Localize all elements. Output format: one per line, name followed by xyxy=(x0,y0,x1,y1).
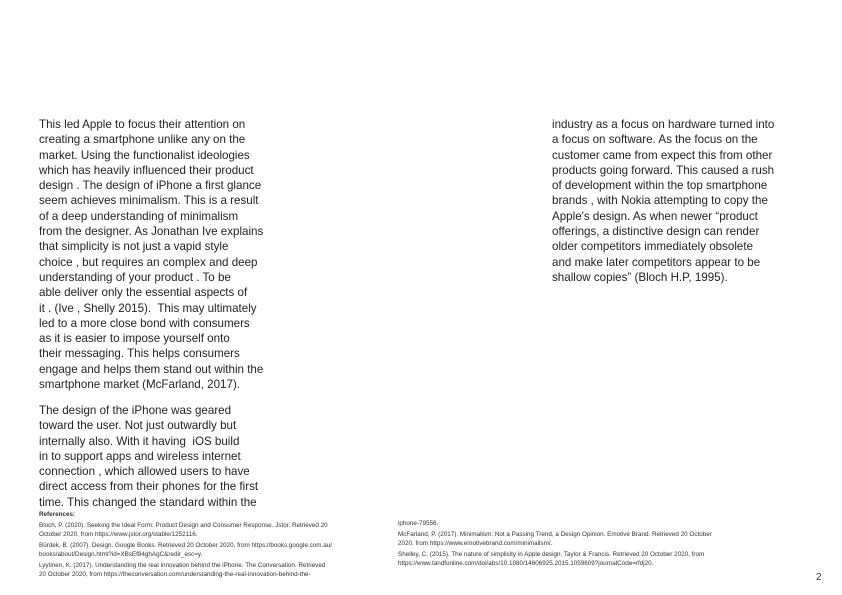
text-line: choice , but requires an complex and deep xyxy=(39,255,258,269)
text-line: connection , which allowed users to have xyxy=(39,465,250,479)
text-line: creating a smartphone unlike any on the xyxy=(39,133,246,147)
text-line: industry as a focus on hardware turned into xyxy=(552,118,775,131)
reference-line: McFarland, P. (2017). Minimalism: Not a Passing Trend, a Design Opinion. Emotive Brand. Retrieved 20 October xyxy=(398,531,712,539)
text-line: time. This changed the standard within the xyxy=(39,495,257,509)
text-line: which has heavily influenced their product xyxy=(39,163,254,177)
text-line: shallow copies” (Bloch H.P, 1995). xyxy=(552,270,728,284)
text-line: of development within the top smartphone xyxy=(552,179,768,193)
reference-line: October 2020, from https://www.jstor.org/stable/1252116. xyxy=(39,530,198,538)
text-line: The design of the iPhone was geared xyxy=(39,404,232,417)
reference-line: Lyytinen, K. (2017). Understanding the real innovation behind the iPhone. The Conversation. Retrieved xyxy=(39,562,326,570)
text-line: internally also. With it having iOS build xyxy=(39,434,240,448)
reference-line: 2020, from https://www.emotivebrand.com/minimalism/. xyxy=(398,539,553,547)
text-line: brands , with Nokia attempting to copy the xyxy=(552,194,768,208)
text-line: Apple's design. As when newer “product xyxy=(552,209,758,223)
text-line: as it is easier to impose yourself onto xyxy=(39,332,230,346)
reference-line: books/about/Design.html?id=XBsEf84ghAgC&redir_esc=y. xyxy=(39,550,203,558)
references-right xyxy=(398,520,712,571)
text-line: that simplicity is not just a vapid style xyxy=(39,240,229,254)
text-line: and make later competitors appear to be xyxy=(552,255,761,269)
reference-line: Bloch, P. (2020). Seeking the Ideal Form: Product Design and Consumer Response. Jstor. Retrieved 20 xyxy=(39,522,328,530)
body-text-column-left-top xyxy=(39,117,263,392)
reference-entry xyxy=(39,542,332,559)
text-line: engage and helps them stand out within the xyxy=(39,362,264,376)
text-line: products going forward. This caused a rush xyxy=(552,163,775,177)
reference-entry xyxy=(39,562,332,579)
text-line: able deliver only the essential aspects of xyxy=(39,286,248,300)
page-number: 2 xyxy=(816,572,822,583)
reference-line: Bürdek, B. (2007). Design. Google Books. Retrieved 20 October 2020, from https://books.google.com.au/ xyxy=(39,542,332,550)
body-text-column-right xyxy=(552,117,774,285)
reference-entry xyxy=(398,551,712,568)
text-line: of a deep understanding of minimalism xyxy=(39,209,239,223)
reference-line: iphone-79556. xyxy=(398,520,439,527)
text-line: seem achieves minimalism. This is a result xyxy=(39,194,259,208)
body-text-column-left-bottom xyxy=(39,403,258,510)
text-line: smartphone market (McFarland, 2017). xyxy=(39,378,241,392)
text-line: led to a more close bond with consumers xyxy=(39,316,250,330)
text-line: their messaging. This helps consumers xyxy=(39,347,240,361)
references-left xyxy=(39,511,332,582)
text-line: it . (Ive , Shelly 2015). This may ultimately xyxy=(39,301,257,315)
text-line: customer came from expect this from other xyxy=(552,148,773,162)
text-line: a focus on software. As the focus on the xyxy=(552,133,758,147)
text-line: from the designer. As Jonathan Ive explains xyxy=(39,225,264,239)
text-line: market. Using the functionalist ideologies xyxy=(39,148,250,162)
text-line: offerings, a distinctive design can render xyxy=(552,225,760,239)
reference-line: Shelley, C. (2015). The nature of simplicity in Apple design. Taylor & Francis. Retrieved 20 October 2020, from xyxy=(398,551,705,559)
text-line: in to support apps and wireless internet xyxy=(39,449,241,463)
reference-line: 20 October 2020, from https://theconversation.com/understanding-the-real-innovation-behind-the- xyxy=(39,570,311,578)
reference-entry xyxy=(39,522,332,539)
references-heading: References: xyxy=(39,511,76,518)
text-line: older competitors immediately obsolete xyxy=(552,240,754,254)
text-line: This led Apple to focus their attention on xyxy=(39,118,246,131)
text-line: direct access from their phones for the first xyxy=(39,480,259,494)
text-line: design . The design of iPhone a first glance xyxy=(39,179,262,193)
reference-entry xyxy=(398,520,712,529)
reference-entry xyxy=(398,531,712,548)
text-line: understanding of your product . To be xyxy=(39,270,231,284)
text-line: toward the user. Not just outwardly but xyxy=(39,419,237,433)
reference-line: https://www.tandfonline.com/doi/abs/10.1080/14606925.2015.1059609?journalCode=rfdj20. xyxy=(398,559,654,567)
